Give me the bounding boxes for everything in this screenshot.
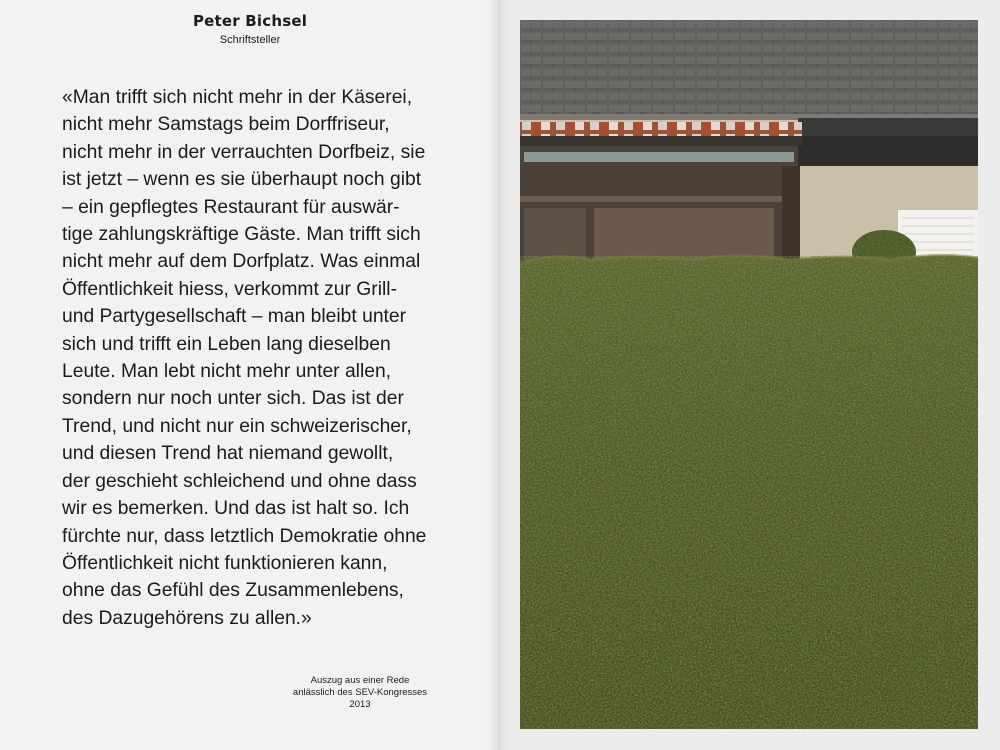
quote-line: und diesen Trend hat niemand gewollt, bbox=[62, 443, 394, 465]
quote-line: – ein gepflegtes Restaurant für auswär- bbox=[62, 196, 400, 218]
quote-line: Trend, und nicht nur ein schweizerischer, bbox=[62, 415, 412, 437]
quote-line: nicht mehr auf dem Dorfplatz. Was einmal bbox=[62, 251, 421, 273]
right-page bbox=[498, 0, 1000, 750]
quote-line: des Dazugehörens zu allen.» bbox=[62, 607, 312, 629]
quote-line: wir es bemerken. Und das ist halt so. Ich bbox=[62, 498, 410, 520]
quote-line: «Man trifft sich nicht mehr in der Käserei, bbox=[62, 87, 413, 108]
hedge-house-photo bbox=[520, 20, 978, 729]
quote-line: tige zahlungskräftige Gäste. Man trifft sich bbox=[62, 224, 421, 246]
source-line: anlässlich des SEV-Kongresses bbox=[292, 687, 428, 698]
source-line: 2013 bbox=[349, 699, 371, 710]
quote-line: und Partygesellschaft – man bleibt unter bbox=[62, 306, 407, 328]
author-role: Schriftsteller bbox=[219, 34, 281, 46]
author-name: Peter Bichsel bbox=[192, 12, 308, 30]
quote-line: ohne das Gefühl des Zusammenlebens, bbox=[62, 580, 404, 602]
quote-line: ist jetzt – wenn es sie überhaupt noch gibt bbox=[62, 169, 422, 191]
quote-line: sich und trifft ein Leben lang dieselben bbox=[62, 333, 391, 355]
quote-line: nicht mehr in der verrauchten Dorfbeiz, sie bbox=[62, 141, 426, 163]
left-page bbox=[0, 0, 498, 750]
quote-line: Leute. Man lebt nicht mehr unter allen, bbox=[62, 361, 392, 383]
source-line: Auszug aus einer Rede bbox=[310, 675, 410, 686]
source-note bbox=[250, 675, 470, 711]
photo-illustration bbox=[520, 20, 978, 729]
quote-line: sondern nur noch unter sich. Das ist der bbox=[62, 388, 404, 410]
quote-line: der geschieht schleichend und ohne dass bbox=[62, 470, 417, 492]
quote-line: fürchte nur, dass letztlich Demokratie ohne bbox=[62, 525, 427, 547]
quote-text bbox=[62, 84, 482, 632]
quote-line: Öffentlichkeit nicht funktionieren kann, bbox=[62, 552, 388, 574]
quote-line: nicht mehr Samstags beim Dorffriseur, bbox=[62, 114, 390, 136]
quote-line: Öffentlichkeit hiess, verkommt zur Grill- bbox=[62, 278, 398, 300]
page-gutter bbox=[488, 0, 512, 750]
